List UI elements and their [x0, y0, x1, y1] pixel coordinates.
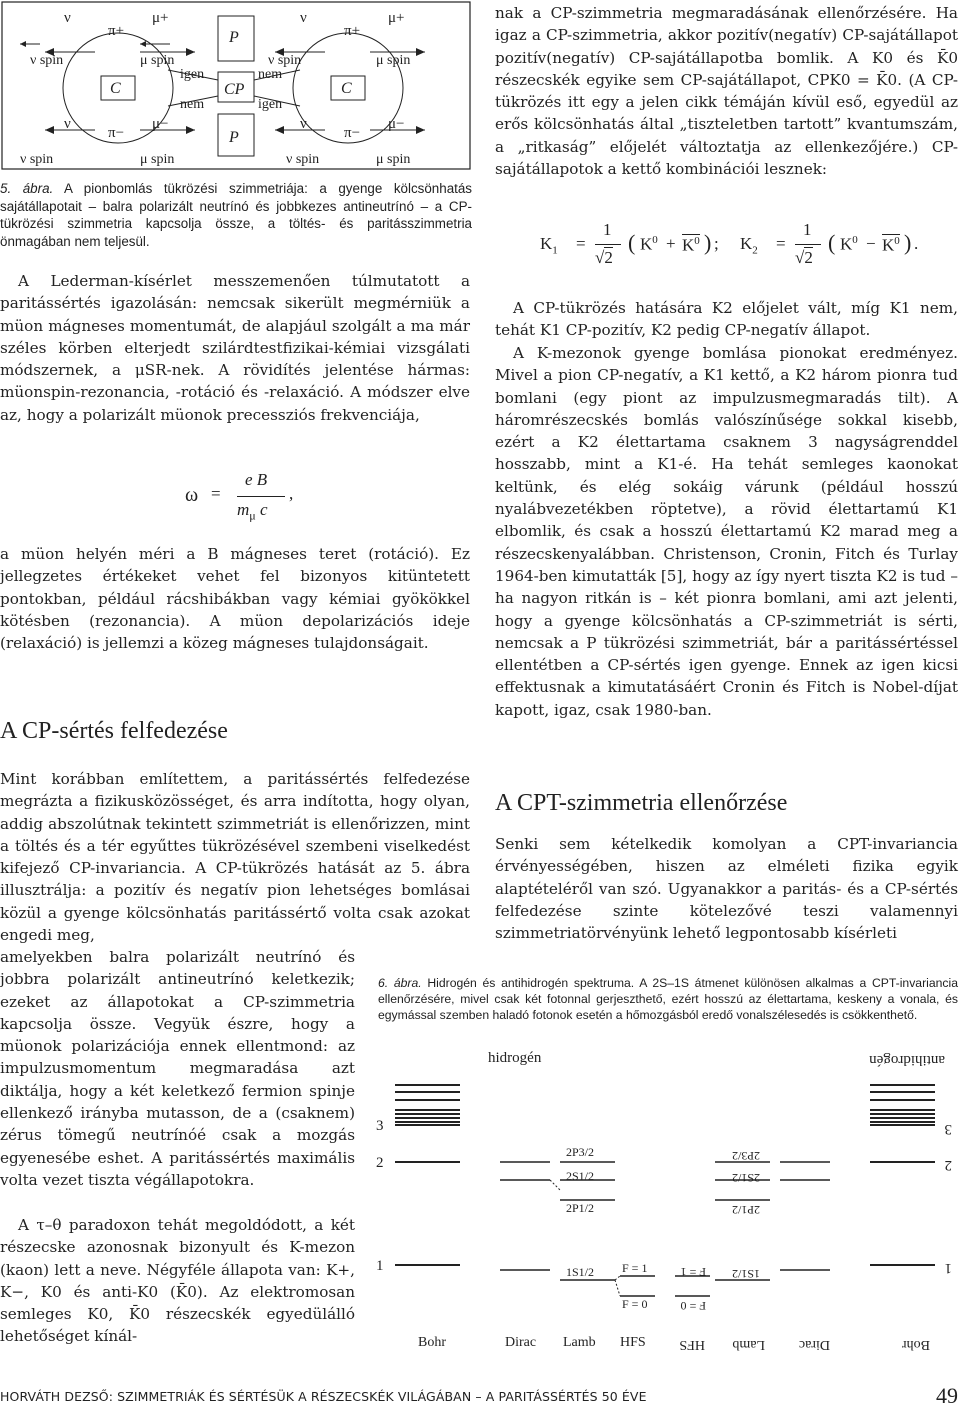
- igen-label: igen: [258, 97, 283, 112]
- muon-minus-right: μ−: [388, 116, 405, 132]
- level-1-right: 1: [944, 1260, 952, 1276]
- p-label-bottom: P: [229, 129, 239, 146]
- figure-5-diagram: [0, 0, 475, 172]
- k1-label: $K_1$: [540, 234, 558, 257]
- axis-bohr-anti: Bohr: [902, 1337, 930, 1352]
- state-2p12: 2P1/2: [566, 1201, 595, 1215]
- caption-text: A pionbomlás tükrözési szimmetriája: a gyenge kölcsönhatás sajátállapotait – balra polarizált neutrínó és jobbkezes antineutrínó – a CP-tükrözési szimmetria kapcsolja össze, a töltés- és paritásszimmetria önmagában nem teljesül.: [0, 181, 472, 249]
- k1-semi: ;: [714, 234, 719, 253]
- k1-expr: (: [628, 230, 636, 255]
- left-paragraph-3: Mint korábban említettem, a paritássértés felfedezése megrázta a fizikusközösséget, és arra indította, hogy olyan, addig abszolútnak tekintett szimmetriát is ellenőrizzen, mint a töltés és a tér egyűttes tükrözésével szembeni viselkedést kifejező CP-invariancia. A CP-tükrözés hatását az 5. ábra illusztrálja: a pozitív és negatív pion lehetséges bomlásai közül a gyenge kölcsönhatás paritássértő volta csak azokat engedi meg,: [0, 770, 470, 945]
- antinu-bottom-right: ν: [300, 116, 307, 132]
- state-2s12-anti: 2S1/2: [731, 1171, 760, 1185]
- igen-label: igen: [180, 67, 205, 82]
- state-f1: F = 1: [622, 1261, 648, 1275]
- spin-label: ν spin: [30, 53, 64, 68]
- spin-label: ν spin: [268, 53, 302, 68]
- level-2-right: 2: [944, 1157, 952, 1173]
- k2-sqrt: √2: [795, 248, 813, 267]
- k2-equals: =: [776, 234, 786, 253]
- spin-label: μ spin: [376, 53, 411, 68]
- k2-dot: .: [914, 234, 919, 253]
- k1-bar: [595, 244, 621, 245]
- k2-one: 1: [803, 220, 812, 239]
- caption-text: Hidrogén és antihidrogén spektruma. A 2S–1S átmenet különösen alkalmas a CPT-invariancia ellenőrzésére, mivel csak két fotonnal gerjeszthető, ezért hosszú az élettartama, keskeny a vonala, és egymással szemben haladó fotonok esetén a hőmozgásból eredő vonalszélesedés is csökkenthető.: [378, 976, 958, 1022]
- right-paragraph-4: Senki sem kételkedik komolyan a CPT-invariancia érvényességében, hiszen az elméleti fizika egyik alaptételéről van szó. Ugyanakkor a paritás- és a CP-sértés felfedezése szinte kötelezővé teszi valamennyi szimmetriatörvényünk lehető legpontosabb kísérleti: [495, 835, 958, 943]
- muon-plus-right: μ+: [388, 10, 405, 26]
- figure-5-caption: [0, 180, 472, 250]
- cp-label: CP: [224, 81, 245, 98]
- kaon-equations: [540, 220, 960, 280]
- c-label-right: C: [341, 80, 352, 97]
- axis-bohr: Bohr: [418, 1335, 446, 1350]
- state-2p32-anti: 2P3/2: [731, 1149, 760, 1163]
- eq-denominator: $m_\mu$ c: [237, 500, 268, 523]
- axis-hfs-anti: HFS: [679, 1337, 705, 1352]
- state-2p32: 2P3/2: [566, 1145, 595, 1159]
- level-1-left: 1: [376, 1258, 384, 1274]
- left-paragraph-4: amelyekben balra polarizált neutrínó és jobbra polarizált antineutrínó keletkezik; ezeket az állapotokat a CP-szimmetria kapcsolja össze. Vegyük észre, hogy a müonok polarizációja ennek ellentmond: az impulzusmomentum megmaradása azt diktálja, hogy a két keletkező fermion spinje ellenkező irányba mutasson, de a (csaknem) zérus tömegű neutrínóé csak a mozgás egyenesébe eshet. A paritássértés maximális volta vezet tiszta végállapotokra.: [0, 948, 355, 1189]
- nem-label: nem: [180, 97, 205, 112]
- k1-equals: =: [576, 234, 586, 253]
- antihydrogen-label: antihidrogén: [869, 1052, 945, 1068]
- k2-k0: $K^0$: [840, 234, 858, 254]
- hydrogen-label: hidrogén: [488, 1050, 542, 1066]
- nu-top-left: ν: [64, 10, 71, 26]
- antinu-bottom-left: ν: [64, 116, 71, 132]
- figure-6-diagram: [370, 1040, 960, 1360]
- p-label-top: P: [229, 29, 239, 46]
- page-footer: [0, 1385, 960, 1410]
- omega-equation: [185, 470, 385, 530]
- k2-k0bar: $K^0$: [882, 235, 900, 255]
- state-2p12-anti: 2P1/2: [731, 1203, 760, 1217]
- axis-hfs: HFS: [620, 1335, 646, 1350]
- k2-open: (: [828, 230, 836, 255]
- pion-plus-right: π+: [344, 23, 361, 39]
- k1-close: ): [704, 230, 712, 255]
- right-paragraph-3: A K-mezonok gyenge bomlása pionokat eredményez. Mivel a pion CP-negatív, a K1 kettő, a K2 három pionra tud bomlani (egy piont az impulzusmegmaradás tilt). A háromrészecskés bomlás valószínűsége sokkal kisebb, ezért a K2 élettartama csaknem 3 nagyságrenddel hosszabb, mint a K1-é. Ha tehát semleges kaonokat keltünk, és elég sokáig várunk (például hosszú nyalábvezetékben röptetve), a rövid élettartamú K1 elbomlik, és csak a hosszú élettartamú K2 marad meg a részecskenyalábban. Christenson, Cronin, Fitch és Turlay 1964-ben kimutatták [5], hogy az így nyert tiszta K2 is tud – ha nagyon ritkán is – két pionra bomlani, ami azt jelenti, hogy a gyenge kölcsönhatás a CP-szimmetriát is sérti, nemcsak a P tükrözési szimmetriát, bár a paritássértéssel ellentétben a CP-sértés igen gyenge. Ennek az igen kicsi effektusnak a kimutatásáért Cronin és Fitch is Nobel-díjat kapott, igaz, csak 1980-ban.: [495, 344, 958, 719]
- figure-6-caption: [378, 975, 958, 1023]
- axis-dirac: Dirac: [505, 1335, 537, 1350]
- k1-k0: $K^0$: [640, 234, 658, 254]
- k2-label: $K_2$: [740, 234, 758, 257]
- section-heading-cp: A CP-sértés felfedezése: [0, 718, 228, 744]
- section-heading-cpt: A CPT-szimmetria ellenőrzése: [495, 790, 788, 816]
- eq-equals: =: [211, 484, 221, 503]
- left-paragraph-5: A τ–θ paradoxon tehát megoldódott, a két részecske azonosnak bizonyult és K-mezon (kaon) lett a neve. Négyféle állapota van: K+, K−, K0 és anti-K0 (K̄0). Az elektromosan semleges K0, K̄0 részecskék egyedülálló lehetőséget kínál-: [0, 1216, 355, 1346]
- state-f0: F = 0: [622, 1297, 648, 1311]
- caption-number: 6. ábra.: [378, 976, 422, 990]
- eq-fraction-bar: [237, 496, 285, 497]
- level-3-right: 3: [944, 1121, 952, 1137]
- eq-numerator: e B: [245, 470, 268, 489]
- left-paragraph-2: a müon helyén méri a B mágneses teret (rotáció). Ez jellegzetes értékeket vehet fel bizonyos kitüntetett pontokban, például rácshibákban vagy kémiai gyökökkel kötésben (rezonancia). A müon depolarizációs ideje (relaxáció) is jellemzi a közeg mágneses tulajdonságait.: [0, 545, 470, 653]
- right-paragraph-1: nak a CP-szimmetria megmaradásának ellenőrzésére. Ha igaz a CP-szimmetria, akkor pozitív(negatív) CP-sajátállapot pozitív(negatív) CP-sajátállapotba bomlik. A K0 és K̄0 részecskék egyike sem CP-sajátállapot, CPK0 = K̄0. (A CP-tükrözés itt egy a jelen cikk témáján kívül eső, egyedül az erős kölcsönhatás által „tiszteletben tartott” kvantumszám, a „ritkaság” előjelét változtatja az ellenkezőjére.) CP-sajátállapotok a kettő kombinációi lesznek:: [495, 4, 958, 179]
- c-label-left: C: [110, 80, 121, 97]
- k2-close: ): [904, 230, 912, 255]
- k2-minus: −: [866, 234, 876, 253]
- footer-text: HORVÁTH DEZSŐ: SZIMMETRIÁK ÉS SÉRTÉSÜK A RÉSZECSKÉK VILÁGÁBAN – A PARITÁSSÉRTÉS 50 ÉVE: [0, 1389, 647, 1404]
- right-paragraph-2: A CP-tükrözés hatására K2 előjelet vált, míg K1 nem, tehát K1 CP-pozitív, K2 pedig CP-negatív állapot.: [495, 299, 958, 340]
- level-3-left: 3: [376, 1118, 384, 1134]
- nem-label: nem: [258, 67, 283, 82]
- pion-minus-right: π−: [344, 125, 361, 141]
- left-paragraph-1: A Lederman-kísérlet messzemenően túlmutatott a paritássértés igazolásán: nemcsak sikerült megmérniük a müon mágneses momentumát, de alapjául szolgált a ma már széles körben elterjedt szilárdtestfizikai-kémiai vizsgálati módszernek, a μSR-nek. A rövidítés jelentése hármas: müonspin-rezonancia, -rotáció és -relaxáció. A módszer elve az, hogy a polarizált müonok precessziós frekvenciája,: [0, 272, 470, 424]
- spin-label: μ spin: [140, 152, 175, 167]
- nu-top-right: ν: [300, 10, 307, 26]
- eq-omega: ω: [185, 484, 199, 506]
- k1-sqrt: √2: [595, 248, 613, 267]
- state-1s12-anti: 1S1/2: [731, 1267, 760, 1281]
- muon-plus-left: μ+: [152, 10, 169, 26]
- state-f1-anti: F = 1: [680, 1265, 706, 1279]
- state-1s12: 1S1/2: [566, 1265, 595, 1279]
- k1-plus: +: [666, 234, 676, 253]
- k1-k0bar: $K^0$: [682, 235, 700, 255]
- axis-dirac-anti: Dirac: [798, 1337, 830, 1352]
- k1-one: 1: [603, 220, 612, 239]
- level-2-left: 2: [376, 1155, 384, 1171]
- k2-bar: [795, 244, 821, 245]
- spin-label: μ spin: [140, 53, 175, 68]
- caption-number: 5. ábra.: [0, 181, 54, 196]
- state-2s12: 2S1/2: [566, 1169, 595, 1183]
- muon-minus-left: μ−: [152, 116, 169, 132]
- eq-comma: ,: [289, 484, 294, 503]
- spin-label: ν spin: [20, 152, 54, 167]
- page-number: 49: [936, 1383, 958, 1408]
- spin-label: μ spin: [376, 152, 411, 167]
- axis-lamb-anti: Lamb: [732, 1337, 765, 1352]
- pion-minus-left: π−: [108, 125, 125, 141]
- state-f0-anti: F = 0: [680, 1299, 706, 1313]
- axis-lamb: Lamb: [563, 1335, 596, 1350]
- spin-label: ν spin: [286, 152, 320, 167]
- pion-plus-left: π+: [108, 23, 125, 39]
